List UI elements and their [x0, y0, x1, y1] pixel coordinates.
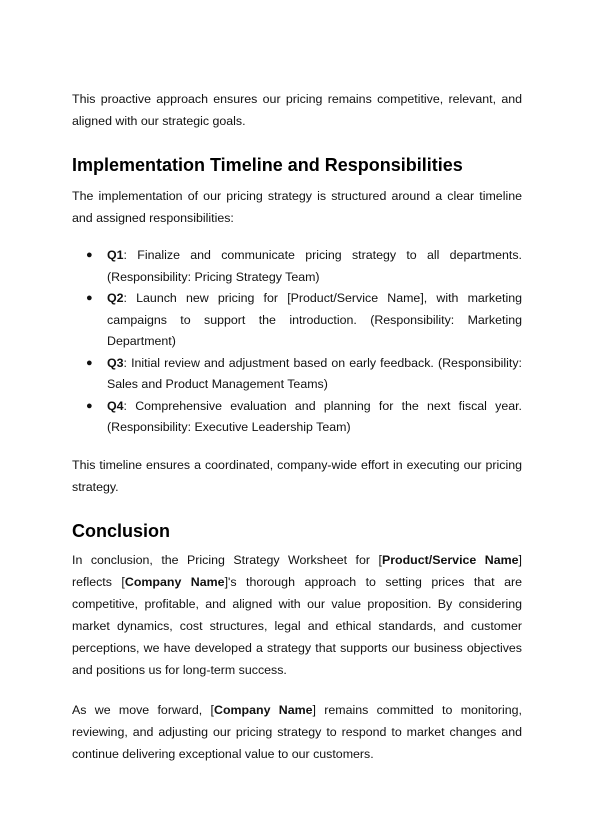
list-item	[72, 396, 522, 439]
quarter-description: : Initial review and adjustment based on early feedback. (Responsibility: Sales and Product Management Teams)	[107, 355, 522, 391]
list-item	[72, 288, 522, 353]
quarter-label: Q2	[107, 291, 124, 305]
bullet-icon: ●	[86, 356, 93, 369]
section-heading-implementation: Implementation Timeline and Responsibilities	[72, 155, 463, 175]
text-run: As we move forward, [	[72, 702, 214, 717]
list-item	[72, 245, 522, 288]
conclusion-paragraph-1	[72, 549, 522, 681]
text-run: ] reflects [	[72, 552, 522, 589]
text-run: ] remains committed to monitoring, reviewing, and adjusting our pricing strategy to respond to market changes and continue delivering exceptional value to our customers.	[72, 702, 522, 761]
product-placeholder: Product/Service Name	[381, 552, 519, 567]
bullet-icon: ●	[86, 249, 93, 261]
quarter-label: Q3	[107, 355, 124, 370]
bullet-icon: ●	[86, 292, 93, 304]
quarter-description: : Launch new pricing for [Product/Service Name], with marketing campaigns to support the introduction. (Responsibility: Marketing Department)	[107, 291, 522, 348]
text-run: In conclusion, the Pricing Strategy Worksheet for [	[72, 552, 382, 567]
bullet-icon: ●	[86, 399, 93, 412]
quarter-label: Q1	[107, 248, 124, 262]
list-item	[72, 353, 522, 396]
document-page	[72, 88, 522, 765]
quarter-description: : Comprehensive evaluation and planning for the next fiscal year. (Responsibility: Executive Leadership Team)	[107, 398, 522, 434]
conclusion-paragraph-2	[72, 699, 522, 765]
quarter-label: Q4	[107, 398, 124, 413]
company-placeholder: Company Name	[214, 702, 313, 717]
timeline-summary-paragraph: This timeline ensures a coordinated, company-wide effort in executing our pricing strategy.	[72, 457, 522, 494]
quarter-description: : Finalize and communicate pricing strategy to all departments. (Responsibility: Pricing Strategy Team)	[107, 248, 522, 284]
intro-paragraph: This proactive approach ensures our pricing remains competitive, relevant, and aligned with our strategic goals.	[72, 92, 522, 128]
implementation-intro-paragraph: The implementation of our pricing strategy is structured around a clear timeline and assigned responsibilities:	[72, 189, 522, 225]
company-placeholder: Company Name	[124, 574, 225, 589]
text-run: ]'s thorough approach to setting prices that are competitive, profitable, and aligned with our value proposition. By considering market dynamics, cost structures, legal and ethical standards, and customer perceptions, we have developed a strategy that supports our business objectives and positions us for long-term success.	[72, 574, 522, 677]
section-heading-conclusion: Conclusion	[72, 520, 170, 541]
timeline-list	[72, 245, 522, 439]
